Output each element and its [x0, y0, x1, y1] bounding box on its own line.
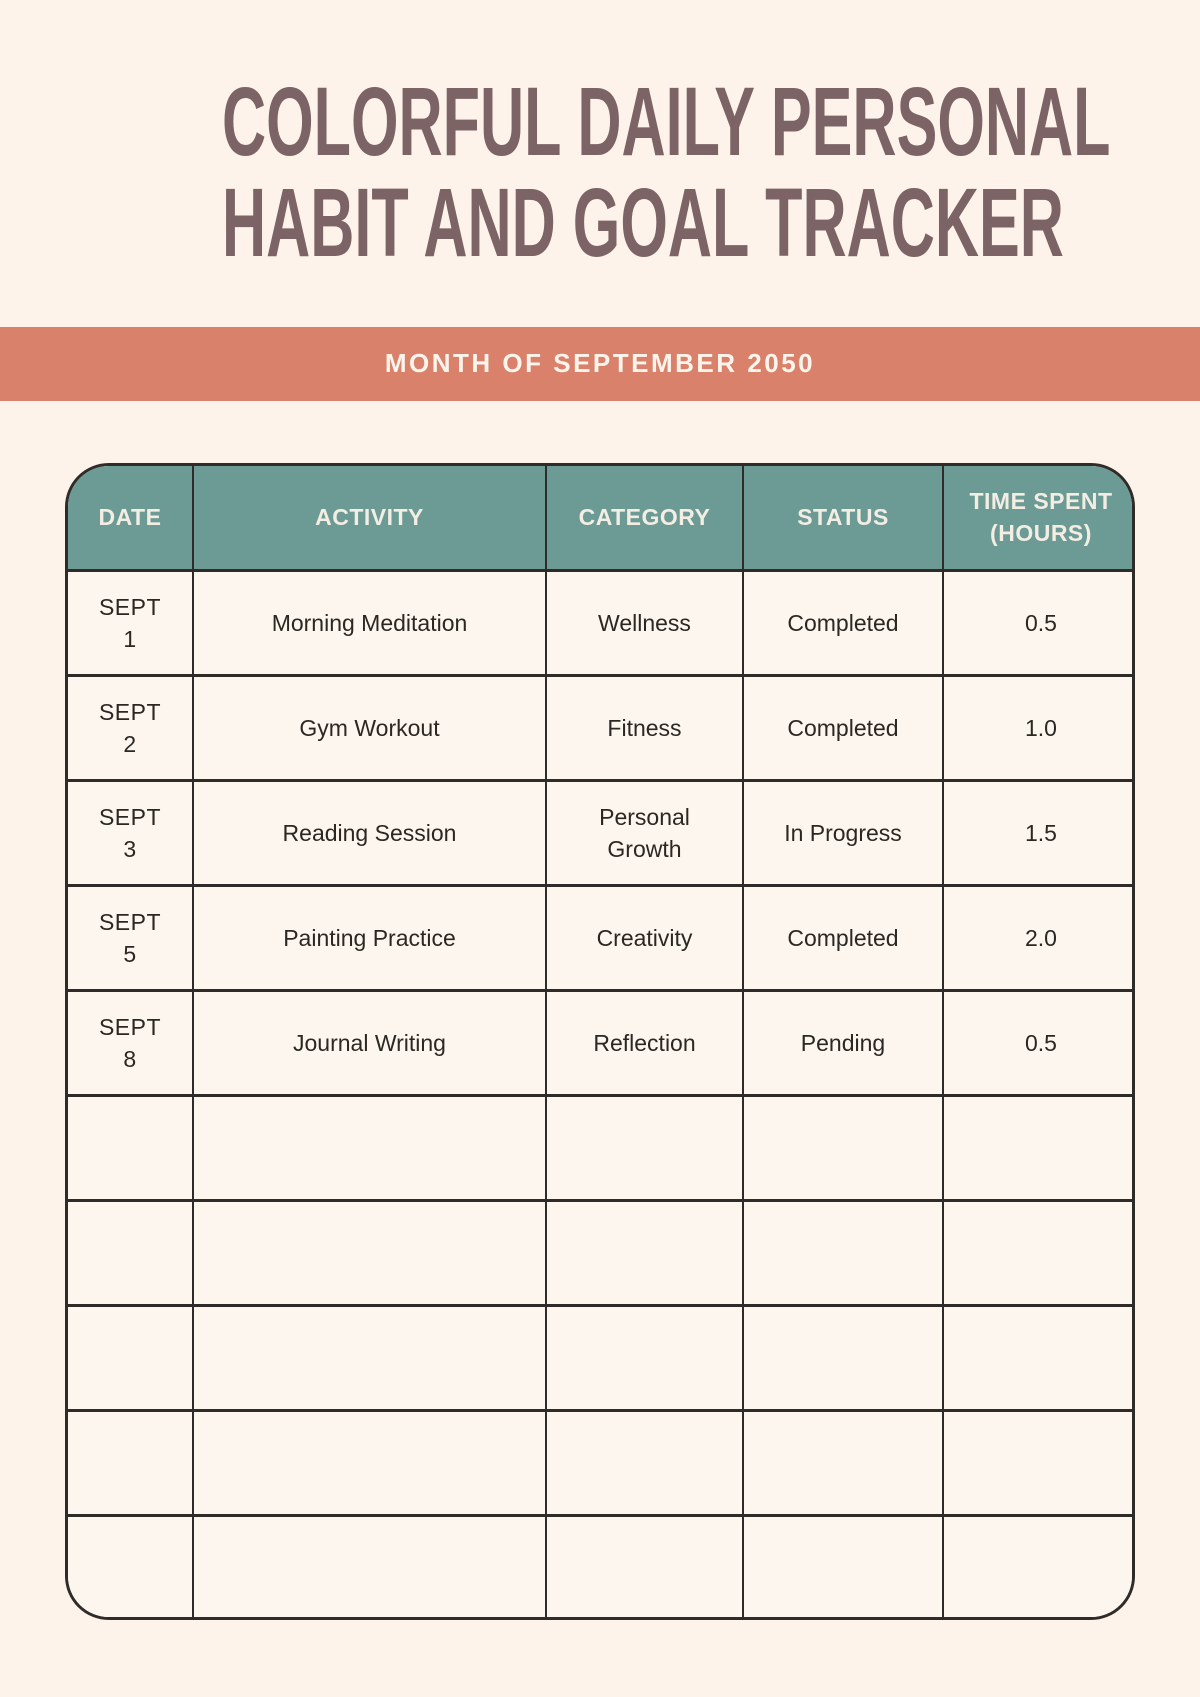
empty-row [68, 1201, 1135, 1306]
table-row [68, 886, 1135, 991]
empty-cell [193, 1516, 546, 1620]
cell-time-spent: 1.0 [943, 676, 1135, 781]
empty-cell [68, 1096, 193, 1201]
empty-cell [193, 1201, 546, 1306]
empty-cell [68, 1306, 193, 1411]
cell-time-spent: 0.5 [943, 571, 1135, 676]
empty-cell [743, 1411, 943, 1516]
tracker-table [68, 466, 1135, 1620]
cell-category: Fitness [546, 676, 743, 781]
empty-cell [193, 1306, 546, 1411]
empty-cell [546, 1306, 743, 1411]
empty-cell [743, 1516, 943, 1620]
column-header-category: CATEGORY [546, 466, 743, 571]
empty-cell [68, 1201, 193, 1306]
column-header-time-spent: TIME SPENT (HOURS) [943, 466, 1135, 571]
empty-cell [546, 1516, 743, 1620]
cell-date: SEPT 5 [68, 886, 193, 991]
empty-cell [943, 1516, 1135, 1620]
cell-status: Completed [743, 676, 943, 781]
empty-cell [943, 1201, 1135, 1306]
empty-cell [743, 1201, 943, 1306]
page-title-line-2: HABIT AND GOAL TRACKER [222, 167, 1064, 277]
table-row [68, 676, 1135, 781]
cell-time-spent: 0.5 [943, 991, 1135, 1096]
cell-status: Pending [743, 991, 943, 1096]
cell-activity: Journal Writing [193, 991, 546, 1096]
empty-cell [193, 1411, 546, 1516]
table-row [68, 571, 1135, 676]
cell-date: SEPT 2 [68, 676, 193, 781]
page-title-line-1: COLORFUL DAILY PERSONAL [222, 67, 1111, 176]
empty-cell [943, 1096, 1135, 1201]
cell-date: SEPT 8 [68, 991, 193, 1096]
empty-cell [743, 1306, 943, 1411]
cell-category: Personal Growth [546, 781, 743, 886]
cell-time-spent: 1.5 [943, 781, 1135, 886]
tracker-table-body [68, 571, 1135, 1620]
cell-activity: Gym Workout [193, 676, 546, 781]
empty-cell [546, 1201, 743, 1306]
cell-date: SEPT 1 [68, 571, 193, 676]
cell-activity: Painting Practice [193, 886, 546, 991]
column-header-status: STATUS [743, 466, 943, 571]
table-row [68, 991, 1135, 1096]
empty-cell [68, 1411, 193, 1516]
cell-category: Wellness [546, 571, 743, 676]
cell-status: Completed [743, 571, 943, 676]
cell-status: Completed [743, 886, 943, 991]
month-banner-label: MONTH OF SEPTEMBER 2050 [384, 348, 816, 379]
empty-row [68, 1306, 1135, 1411]
column-header-date: DATE [68, 466, 193, 571]
empty-cell [68, 1516, 193, 1620]
empty-cell [743, 1096, 943, 1201]
empty-row [68, 1096, 1135, 1201]
empty-cell [193, 1096, 546, 1201]
empty-cell [546, 1411, 743, 1516]
cell-activity: Morning Meditation [193, 571, 546, 676]
cell-date: SEPT 3 [68, 781, 193, 886]
cell-activity: Reading Session [193, 781, 546, 886]
cell-category: Creativity [546, 886, 743, 991]
month-banner [0, 327, 1200, 401]
empty-cell [943, 1411, 1135, 1516]
tracker-table-container [65, 463, 1135, 1620]
table-row [68, 781, 1135, 886]
tracker-table-header [68, 466, 1135, 571]
empty-row [68, 1516, 1135, 1620]
cell-time-spent: 2.0 [943, 886, 1135, 991]
empty-row [68, 1411, 1135, 1516]
cell-status: In Progress [743, 781, 943, 886]
empty-cell [943, 1306, 1135, 1411]
page-title [222, 0, 1111, 277]
empty-cell [546, 1096, 743, 1201]
cell-category: Reflection [546, 991, 743, 1096]
column-header-activity: ACTIVITY [193, 466, 546, 571]
header-row [68, 466, 1135, 571]
